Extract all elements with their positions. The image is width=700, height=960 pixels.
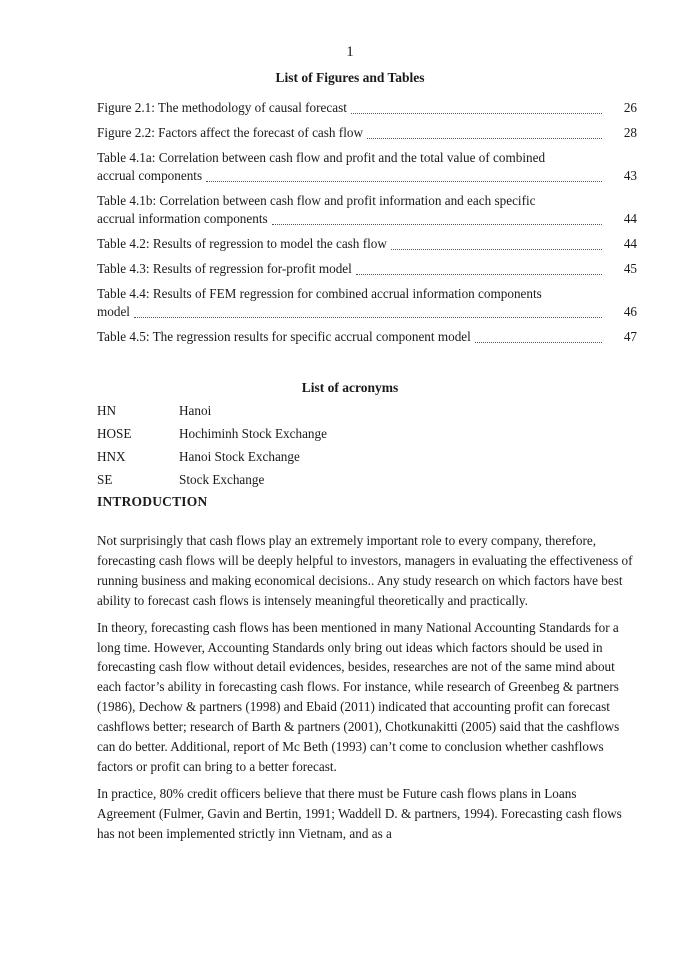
body-paragraph: In theory, forecasting cash flows has been mentioned in many National Accounting Standards for a long time. However, Accounting Standards only bring out ideas which factors should be used in forecasting cash flow without detail evidences, besides, researches are not of the same mind about each factor’s ability in forecasting cash flows. For instance, while research of Greenbeg & partners (1986), Dechow & partners (1998) and Ebaid (2011) indicated that accounting profit can forecast cashflows better; research of Barth & partners (2001), Chotkunakitti (2005) said that the cashflows can do better. Additional, report of Mc Beth (1993) can’t come to conclusion whether cashflows factors or profit can bring to a better forecast. bbox=[97, 619, 620, 774]
introduction-title: INTRODUCTION bbox=[97, 494, 208, 509]
toc-entry-page: 46 bbox=[623, 304, 637, 319]
acronym-meaning: Stock Exchange bbox=[179, 472, 265, 487]
toc-entry-page: 45 bbox=[623, 261, 637, 276]
toc-entry-page: 28 bbox=[623, 125, 637, 140]
toc-entry-text: Table 4.3: Results of regression for-profit model bbox=[97, 261, 352, 276]
acronym-abbr: HOSE bbox=[97, 426, 132, 441]
toc-entry-page: 47 bbox=[623, 329, 637, 344]
toc-entry-page: 44 bbox=[623, 211, 637, 226]
toc-entry[interactable] bbox=[97, 99, 637, 117]
acronym-row bbox=[97, 448, 497, 466]
toc-entry-page: 26 bbox=[623, 100, 637, 115]
acronyms-heading: List of acronyms bbox=[301, 380, 399, 395]
toc-entry[interactable] bbox=[97, 124, 637, 142]
toc-entry-text: Table 4.1a: Correlation between cash flow and profit and the total value of combined bbox=[97, 150, 546, 165]
acronym-row bbox=[97, 471, 497, 489]
acronym-meaning: Hochiminh Stock Exchange bbox=[179, 426, 327, 441]
page-number: 1 bbox=[346, 44, 354, 60]
toc-entry-text: Figure 2.1: The methodology of causal forecast bbox=[97, 100, 347, 115]
toc-entry-text: model bbox=[97, 304, 130, 319]
introduction-body bbox=[97, 531, 637, 851]
toc-entry-page: 43 bbox=[623, 168, 637, 183]
figures-tables-list bbox=[97, 99, 637, 353]
acronym-abbr: HNX bbox=[97, 449, 126, 464]
acronym-meaning: Hanoi Stock Exchange bbox=[179, 449, 300, 464]
toc-entry-text: Table 4.5: The regression results for specific accrual component model bbox=[97, 329, 471, 344]
toc-entry-text: Figure 2.2: Factors affect the forecast of cash flow bbox=[97, 125, 363, 140]
toc-entry[interactable] bbox=[97, 235, 637, 253]
toc-entry[interactable] bbox=[97, 149, 637, 185]
acronym-abbr: SE bbox=[97, 472, 113, 487]
toc-entry-page: 44 bbox=[623, 236, 637, 251]
toc-entry[interactable] bbox=[97, 192, 637, 228]
toc-entry-text: Table 4.2: Results of regression to model the cash flow bbox=[97, 236, 387, 251]
acronym-abbr: HN bbox=[97, 403, 117, 418]
toc-entry-text: accrual information components bbox=[97, 211, 268, 226]
toc-entry[interactable] bbox=[97, 260, 637, 278]
toc-entry-text: Table 4.1b: Correlation between cash flow and profit information and each specific bbox=[97, 193, 536, 208]
toc-entry[interactable] bbox=[97, 328, 637, 346]
acronyms-list bbox=[97, 402, 497, 494]
body-paragraph: In practice, 80% credit officers believe that there must be Future cash flows plans in Loans Agreement (Fulmer, Gavin and Bertin, 1991; Waddell D. & partners, 1994). Forecasting cash flows has not been implemented strictly inn Vietnam, and as a bbox=[97, 785, 622, 841]
acronym-meaning: Hanoi bbox=[179, 403, 212, 418]
body-paragraph: Not surprisingly that cash flows play an extremely important role to every company, therefore, forecasting cash flows will be deeply helpful to investors, managers in evaluating the effectiveness of running business and making economical decisions.. Any study research on which factors have best ability to forecast cash flows is intensely meaningful theoretically and practically. bbox=[97, 533, 633, 608]
toc-entry-text: Table 4.4: Results of FEM regression for combined accrual information components bbox=[97, 286, 542, 301]
toc-entry-text: accrual components bbox=[97, 168, 203, 183]
figures-tables-heading: List of Figures and Tables bbox=[275, 70, 425, 85]
acronym-row bbox=[97, 402, 497, 420]
toc-entry[interactable] bbox=[97, 285, 637, 321]
acronym-row bbox=[97, 425, 497, 443]
